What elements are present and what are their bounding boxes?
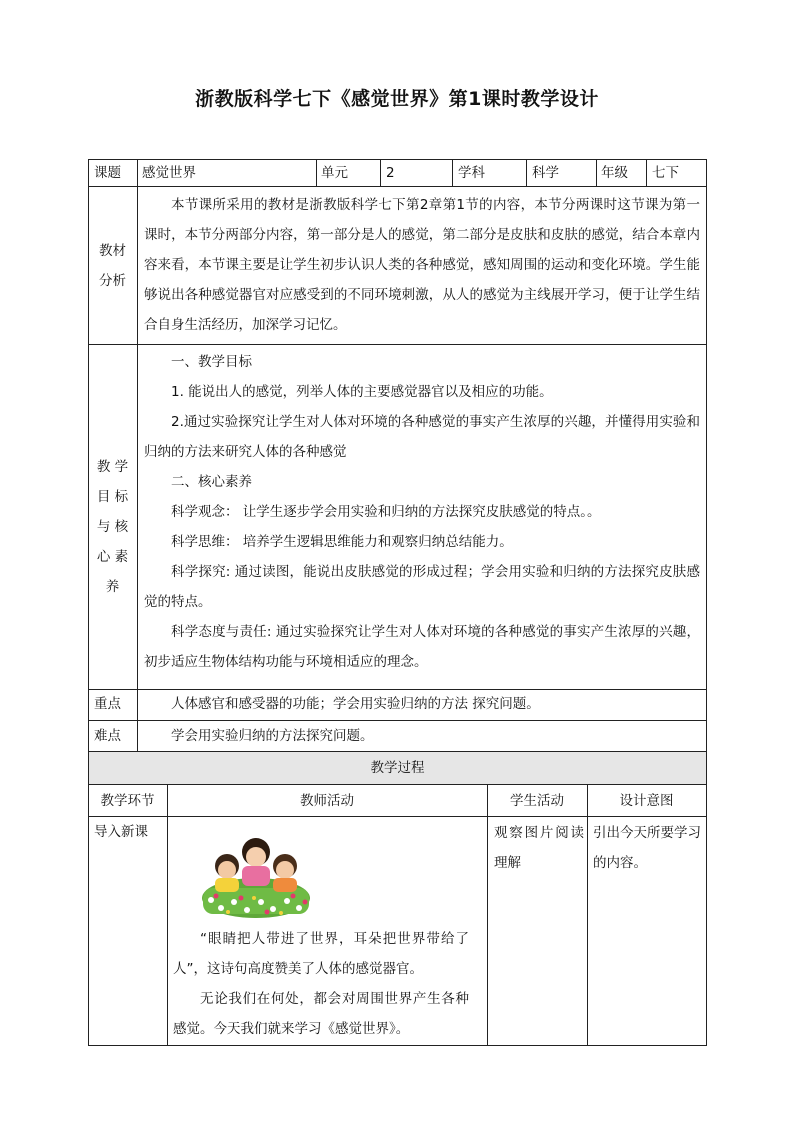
core-thinking: 科学思维： 培养学生逻辑思维能力和观察归纳总结能力。 [171,534,513,550]
material-label: 教材 分析 [99,243,126,289]
difficulty-text: 学会用实验归纳的方法探究问题。 [171,728,374,744]
subject-key: 学科 [458,165,485,181]
core-concept: 科学观念： 让学生逐步学会用实验和归纳的方法探究皮肤感觉的特点。。 [171,504,601,520]
stage-intro: 导入新课 [94,824,148,840]
goals-content [144,347,700,677]
goals-heading-1: 一、教学目标 [171,354,252,370]
teacher-activity [173,924,469,1044]
subject-value: 科学 [532,165,559,181]
unit-value: 2 [386,165,395,181]
goals-heading-2: 二、核心素养 [171,474,252,490]
core-inquiry: 科学探究: 通过读图，能说出皮肤感觉的形成过程；学会用实验和归纳的方法探究皮肤感觉的特点。 [144,564,700,610]
unit-key: 单元 [321,165,348,181]
col-student: 学生活动 [510,793,564,809]
goal-1: 1. 能说出人的感觉，列举人体的主要感觉器官以及相应的功能。 [171,384,553,400]
material-analysis-text: 本节课所采用的教材是浙教版科学七下第2章第1节的内容，本节分两课时这节课为第一课时，本节分两部分内容，第一部分是人的感觉，第二部分是皮肤和皮肤的感觉，结合本章内容来看，本节课主要是让学生初步认识人类的各种感觉，感知周围的运动和变化环境。学生能够说出各种感觉器官对应感受到的不同环境刺激，从人的感觉为主线展开学习，便于让学生结合自身生活经历，加深学习记忆。 [144,197,700,333]
core-attitude: 科学态度与责任: 通过实验探究让学生对人体对环境的各种感觉的事实产生浓厚的兴趣，初步适应生物体结构功能与环境相适应的理念。 [144,624,700,670]
difficulty-label: 难点 [94,728,121,744]
grade-key: 年级 [601,165,628,181]
goals-label: 教 学 目 标 与 核 心 素 养 [96,459,129,595]
process-header: 教学过程 [370,760,425,776]
teacher-para-2: 无论我们在何处，都会对周围世界产生各种感觉。今天我们就来学习《感觉世界》。 [173,991,469,1037]
key-label: 重点 [94,696,121,712]
goal-2: 2.通过实验探究让学生对人体对环境的各种感觉的事实产生浓厚的兴趣，并懂得用实验和归纳的方法来研究人体的各种感觉 [144,414,700,460]
document-title: 浙教版科学七下《感觉世界》第1课时教学设计 [195,88,599,110]
children-flowers-image [201,826,310,918]
col-intent: 设计意图 [619,793,674,809]
student-activity: 观察图片阅读理解 [494,825,584,871]
design-intent: 引出今天所要学习的内容。 [593,825,701,871]
col-stage: 教学环节 [100,793,155,809]
topic-key: 课题 [94,165,121,181]
col-teacher: 教师活动 [300,793,354,809]
teacher-para-1: “眼睛把人带进了世界，耳朵把世界带给了人”，这诗句高度赞美了人体的感觉器官。 [173,931,469,977]
topic-value: 感觉世界 [142,165,196,181]
grade-value: 七下 [652,165,679,181]
key-text: 人体感官和感受器的功能；学会用实验归纳的方法 探究问题。 [171,696,540,712]
